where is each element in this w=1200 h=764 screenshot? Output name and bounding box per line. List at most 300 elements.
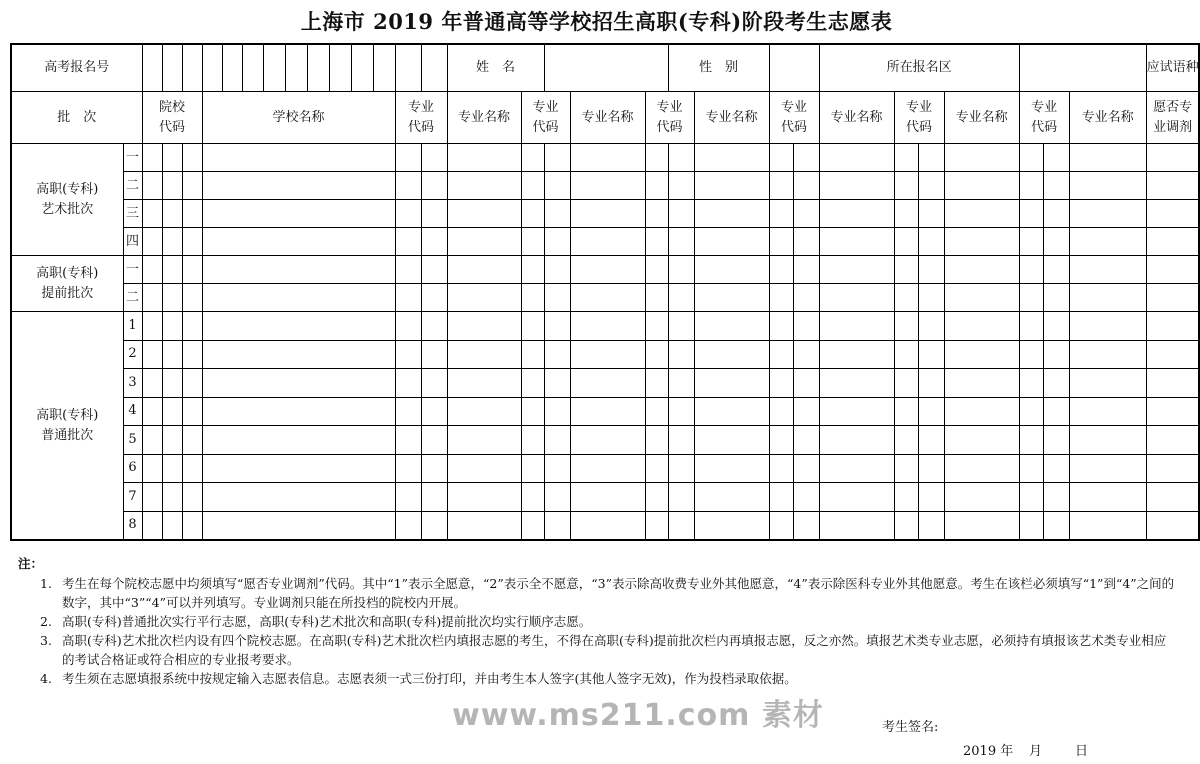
major-code-cell[interactable] (521, 369, 544, 398)
major-name-cell[interactable] (1069, 228, 1146, 256)
major-code-cell[interactable] (793, 144, 819, 172)
school-code-cell[interactable] (182, 483, 202, 512)
major-code-cell[interactable] (894, 284, 918, 312)
major-name-cell[interactable] (570, 172, 645, 200)
exam-number-digit-cell[interactable] (263, 44, 285, 92)
major-code-cell[interactable] (1043, 312, 1069, 341)
major-code-cell[interactable] (395, 200, 421, 228)
school-code-cell[interactable] (142, 369, 162, 398)
major-code-cell[interactable] (769, 172, 793, 200)
major-name-cell[interactable] (944, 144, 1019, 172)
major-code-cell[interactable] (544, 397, 570, 426)
school-name-cell[interactable] (202, 454, 395, 483)
major-code-cell[interactable] (645, 256, 668, 284)
school-code-cell[interactable] (142, 426, 162, 455)
major-name-cell[interactable] (1069, 511, 1146, 540)
major-name-cell[interactable] (447, 172, 521, 200)
major-name-cell[interactable] (944, 483, 1019, 512)
exam-number-digit-cell[interactable] (395, 44, 421, 92)
school-name-cell[interactable] (202, 397, 395, 426)
major-code-cell[interactable] (769, 426, 793, 455)
major-code-cell[interactable] (544, 200, 570, 228)
major-code-cell[interactable] (395, 426, 421, 455)
major-code-cell[interactable] (645, 200, 668, 228)
exam-number-digit-cell[interactable] (351, 44, 373, 92)
major-code-cell[interactable] (918, 284, 944, 312)
major-code-cell[interactable] (894, 426, 918, 455)
school-code-cell[interactable] (182, 369, 202, 398)
major-name-cell[interactable] (819, 256, 894, 284)
major-code-cell[interactable] (894, 200, 918, 228)
school-code-cell[interactable] (162, 228, 182, 256)
major-code-cell[interactable] (769, 483, 793, 512)
major-name-cell[interactable] (570, 454, 645, 483)
major-code-cell[interactable] (1019, 172, 1043, 200)
major-name-cell[interactable] (944, 340, 1019, 369)
major-code-cell[interactable] (421, 144, 447, 172)
major-code-cell[interactable] (793, 340, 819, 369)
major-code-cell[interactable] (769, 144, 793, 172)
major-code-cell[interactable] (1043, 340, 1069, 369)
major-code-cell[interactable] (918, 172, 944, 200)
major-code-cell[interactable] (421, 228, 447, 256)
major-name-cell[interactable] (694, 200, 769, 228)
major-code-cell[interactable] (645, 228, 668, 256)
major-name-cell[interactable] (570, 397, 645, 426)
major-code-cell[interactable] (421, 256, 447, 284)
major-name-cell[interactable] (694, 483, 769, 512)
exam-number-digit-cell[interactable] (142, 44, 162, 92)
major-code-cell[interactable] (544, 426, 570, 455)
major-name-cell[interactable] (819, 426, 894, 455)
major-name-cell[interactable] (1069, 483, 1146, 512)
major-code-cell[interactable] (918, 369, 944, 398)
major-name-cell[interactable] (447, 312, 521, 341)
major-name-cell[interactable] (944, 284, 1019, 312)
school-code-cell[interactable] (162, 256, 182, 284)
major-code-cell[interactable] (769, 511, 793, 540)
major-code-cell[interactable] (521, 340, 544, 369)
school-code-cell[interactable] (162, 426, 182, 455)
major-code-cell[interactable] (894, 312, 918, 341)
major-name-cell[interactable] (819, 284, 894, 312)
major-code-cell[interactable] (1019, 397, 1043, 426)
major-code-cell[interactable] (894, 228, 918, 256)
major-code-cell[interactable] (894, 454, 918, 483)
major-code-cell[interactable] (521, 312, 544, 341)
major-code-cell[interactable] (1043, 483, 1069, 512)
major-code-cell[interactable] (668, 340, 694, 369)
major-name-cell[interactable] (944, 454, 1019, 483)
adjust-cell[interactable] (1146, 228, 1199, 256)
major-code-cell[interactable] (645, 426, 668, 455)
major-code-cell[interactable] (918, 144, 944, 172)
major-code-cell[interactable] (521, 200, 544, 228)
major-name-cell[interactable] (447, 511, 521, 540)
exam-number-digit-cell[interactable] (329, 44, 351, 92)
major-code-cell[interactable] (521, 172, 544, 200)
major-code-cell[interactable] (1043, 426, 1069, 455)
major-name-cell[interactable] (944, 397, 1019, 426)
school-name-cell[interactable] (202, 511, 395, 540)
major-code-cell[interactable] (544, 340, 570, 369)
major-code-cell[interactable] (544, 454, 570, 483)
major-code-cell[interactable] (395, 454, 421, 483)
major-name-cell[interactable] (1069, 200, 1146, 228)
major-code-cell[interactable] (1043, 511, 1069, 540)
major-code-cell[interactable] (668, 312, 694, 341)
major-code-cell[interactable] (395, 256, 421, 284)
major-name-cell[interactable] (944, 256, 1019, 284)
major-code-cell[interactable] (668, 200, 694, 228)
school-code-cell[interactable] (142, 172, 162, 200)
major-code-cell[interactable] (1019, 483, 1043, 512)
major-code-cell[interactable] (544, 483, 570, 512)
major-name-cell[interactable] (1069, 369, 1146, 398)
school-name-cell[interactable] (202, 228, 395, 256)
major-code-cell[interactable] (793, 426, 819, 455)
major-code-cell[interactable] (1043, 172, 1069, 200)
major-code-cell[interactable] (544, 256, 570, 284)
major-code-cell[interactable] (793, 284, 819, 312)
major-code-cell[interactable] (1019, 426, 1043, 455)
major-code-cell[interactable] (894, 256, 918, 284)
school-code-cell[interactable] (182, 144, 202, 172)
major-name-cell[interactable] (447, 454, 521, 483)
school-code-cell[interactable] (142, 340, 162, 369)
school-code-cell[interactable] (162, 340, 182, 369)
major-code-cell[interactable] (521, 284, 544, 312)
school-code-cell[interactable] (162, 511, 182, 540)
exam-number-digit-cell[interactable] (222, 44, 242, 92)
major-name-cell[interactable] (1069, 426, 1146, 455)
major-code-cell[interactable] (793, 200, 819, 228)
major-code-cell[interactable] (521, 426, 544, 455)
major-code-cell[interactable] (668, 369, 694, 398)
adjust-cell[interactable] (1146, 144, 1199, 172)
major-name-cell[interactable] (694, 340, 769, 369)
major-name-cell[interactable] (944, 200, 1019, 228)
adjust-cell[interactable] (1146, 340, 1199, 369)
major-name-cell[interactable] (570, 369, 645, 398)
major-code-cell[interactable] (668, 172, 694, 200)
major-code-cell[interactable] (918, 397, 944, 426)
major-name-cell[interactable] (819, 369, 894, 398)
major-name-cell[interactable] (1069, 312, 1146, 341)
major-code-cell[interactable] (918, 340, 944, 369)
major-code-cell[interactable] (769, 312, 793, 341)
major-code-cell[interactable] (918, 228, 944, 256)
major-code-cell[interactable] (544, 312, 570, 341)
school-code-cell[interactable] (182, 200, 202, 228)
exam-number-digit-cell[interactable] (307, 44, 329, 92)
major-name-cell[interactable] (1069, 144, 1146, 172)
major-code-cell[interactable] (1019, 454, 1043, 483)
school-code-cell[interactable] (162, 172, 182, 200)
major-code-cell[interactable] (421, 312, 447, 341)
major-name-cell[interactable] (694, 256, 769, 284)
major-code-cell[interactable] (1019, 511, 1043, 540)
adjust-cell[interactable] (1146, 454, 1199, 483)
exam-number-digit-cell[interactable] (285, 44, 307, 92)
adjust-cell[interactable] (1146, 172, 1199, 200)
major-code-cell[interactable] (668, 483, 694, 512)
exam-number-digit-cell[interactable] (421, 44, 447, 92)
major-code-cell[interactable] (1019, 200, 1043, 228)
major-code-cell[interactable] (668, 426, 694, 455)
major-code-cell[interactable] (769, 200, 793, 228)
major-name-cell[interactable] (447, 340, 521, 369)
major-name-cell[interactable] (819, 483, 894, 512)
major-code-cell[interactable] (421, 369, 447, 398)
major-name-cell[interactable] (819, 200, 894, 228)
major-code-cell[interactable] (395, 172, 421, 200)
major-name-cell[interactable] (694, 144, 769, 172)
major-name-cell[interactable] (1069, 454, 1146, 483)
school-code-cell[interactable] (162, 369, 182, 398)
major-name-cell[interactable] (1069, 256, 1146, 284)
major-name-cell[interactable] (819, 511, 894, 540)
major-name-cell[interactable] (694, 228, 769, 256)
school-code-cell[interactable] (142, 256, 162, 284)
school-code-cell[interactable] (162, 454, 182, 483)
major-name-cell[interactable] (570, 511, 645, 540)
major-name-cell[interactable] (447, 256, 521, 284)
major-name-cell[interactable] (447, 426, 521, 455)
school-code-cell[interactable] (182, 172, 202, 200)
major-code-cell[interactable] (769, 284, 793, 312)
major-code-cell[interactable] (918, 200, 944, 228)
major-code-cell[interactable] (1019, 144, 1043, 172)
major-code-cell[interactable] (769, 256, 793, 284)
major-name-cell[interactable] (944, 426, 1019, 455)
school-code-cell[interactable] (182, 256, 202, 284)
major-code-cell[interactable] (918, 454, 944, 483)
school-code-cell[interactable] (182, 340, 202, 369)
major-code-cell[interactable] (894, 172, 918, 200)
district-input-cell[interactable] (1019, 44, 1146, 92)
school-code-cell[interactable] (182, 284, 202, 312)
major-code-cell[interactable] (668, 454, 694, 483)
major-code-cell[interactable] (793, 312, 819, 341)
major-code-cell[interactable] (1043, 397, 1069, 426)
major-code-cell[interactable] (645, 454, 668, 483)
major-name-cell[interactable] (570, 144, 645, 172)
school-name-cell[interactable] (202, 369, 395, 398)
adjust-cell[interactable] (1146, 256, 1199, 284)
major-code-cell[interactable] (544, 511, 570, 540)
major-code-cell[interactable] (668, 397, 694, 426)
major-code-cell[interactable] (793, 228, 819, 256)
major-code-cell[interactable] (421, 454, 447, 483)
major-code-cell[interactable] (1043, 256, 1069, 284)
adjust-cell[interactable] (1146, 369, 1199, 398)
school-code-cell[interactable] (142, 284, 162, 312)
major-name-cell[interactable] (447, 200, 521, 228)
major-code-cell[interactable] (645, 511, 668, 540)
major-name-cell[interactable] (694, 426, 769, 455)
major-code-cell[interactable] (421, 172, 447, 200)
major-code-cell[interactable] (521, 256, 544, 284)
major-name-cell[interactable] (447, 284, 521, 312)
school-code-cell[interactable] (162, 144, 182, 172)
school-code-cell[interactable] (182, 228, 202, 256)
major-name-cell[interactable] (1069, 340, 1146, 369)
major-name-cell[interactable] (694, 511, 769, 540)
major-code-cell[interactable] (521, 228, 544, 256)
school-code-cell[interactable] (162, 284, 182, 312)
major-name-cell[interactable] (944, 511, 1019, 540)
major-code-cell[interactable] (645, 340, 668, 369)
major-code-cell[interactable] (645, 144, 668, 172)
major-code-cell[interactable] (521, 483, 544, 512)
major-code-cell[interactable] (1019, 340, 1043, 369)
major-name-cell[interactable] (570, 284, 645, 312)
major-name-cell[interactable] (570, 426, 645, 455)
major-code-cell[interactable] (645, 172, 668, 200)
major-code-cell[interactable] (1019, 369, 1043, 398)
major-code-cell[interactable] (918, 511, 944, 540)
major-code-cell[interactable] (1019, 312, 1043, 341)
school-name-cell[interactable] (202, 172, 395, 200)
exam-number-digit-cell[interactable] (202, 44, 222, 92)
major-code-cell[interactable] (668, 228, 694, 256)
major-code-cell[interactable] (395, 483, 421, 512)
school-code-cell[interactable] (162, 312, 182, 341)
major-code-cell[interactable] (894, 511, 918, 540)
major-name-cell[interactable] (570, 312, 645, 341)
school-code-cell[interactable] (162, 483, 182, 512)
major-code-cell[interactable] (421, 397, 447, 426)
major-code-cell[interactable] (769, 340, 793, 369)
adjust-cell[interactable] (1146, 511, 1199, 540)
major-code-cell[interactable] (1043, 228, 1069, 256)
major-code-cell[interactable] (894, 369, 918, 398)
school-code-cell[interactable] (142, 483, 162, 512)
major-code-cell[interactable] (668, 256, 694, 284)
adjust-cell[interactable] (1146, 483, 1199, 512)
major-code-cell[interactable] (521, 454, 544, 483)
major-code-cell[interactable] (668, 511, 694, 540)
major-code-cell[interactable] (544, 172, 570, 200)
major-name-cell[interactable] (694, 454, 769, 483)
major-code-cell[interactable] (421, 483, 447, 512)
major-code-cell[interactable] (645, 483, 668, 512)
major-name-cell[interactable] (819, 312, 894, 341)
major-code-cell[interactable] (1019, 256, 1043, 284)
major-name-cell[interactable] (570, 340, 645, 369)
major-name-cell[interactable] (1069, 172, 1146, 200)
major-name-cell[interactable] (819, 340, 894, 369)
school-name-cell[interactable] (202, 256, 395, 284)
major-name-cell[interactable] (694, 397, 769, 426)
school-code-cell[interactable] (162, 397, 182, 426)
major-name-cell[interactable] (694, 284, 769, 312)
major-code-cell[interactable] (668, 284, 694, 312)
major-code-cell[interactable] (769, 454, 793, 483)
major-code-cell[interactable] (395, 312, 421, 341)
school-name-cell[interactable] (202, 312, 395, 341)
major-code-cell[interactable] (645, 369, 668, 398)
major-code-cell[interactable] (918, 483, 944, 512)
major-code-cell[interactable] (894, 144, 918, 172)
adjust-cell[interactable] (1146, 200, 1199, 228)
major-code-cell[interactable] (421, 426, 447, 455)
school-name-cell[interactable] (202, 284, 395, 312)
school-code-cell[interactable] (142, 144, 162, 172)
school-code-cell[interactable] (142, 200, 162, 228)
major-name-cell[interactable] (819, 172, 894, 200)
major-name-cell[interactable] (1069, 397, 1146, 426)
major-code-cell[interactable] (894, 483, 918, 512)
major-code-cell[interactable] (395, 340, 421, 369)
major-name-cell[interactable] (570, 228, 645, 256)
major-code-cell[interactable] (395, 144, 421, 172)
school-code-cell[interactable] (142, 228, 162, 256)
school-name-cell[interactable] (202, 144, 395, 172)
major-code-cell[interactable] (395, 369, 421, 398)
major-name-cell[interactable] (819, 144, 894, 172)
major-name-cell[interactable] (819, 228, 894, 256)
school-code-cell[interactable] (182, 426, 202, 455)
school-code-cell[interactable] (162, 200, 182, 228)
school-code-cell[interactable] (142, 511, 162, 540)
major-code-cell[interactable] (521, 397, 544, 426)
major-code-cell[interactable] (395, 284, 421, 312)
major-name-cell[interactable] (694, 172, 769, 200)
adjust-cell[interactable] (1146, 397, 1199, 426)
major-name-cell[interactable] (944, 172, 1019, 200)
major-name-cell[interactable] (694, 369, 769, 398)
major-code-cell[interactable] (793, 256, 819, 284)
exam-number-digit-cell[interactable] (182, 44, 202, 92)
major-code-cell[interactable] (1019, 228, 1043, 256)
major-code-cell[interactable] (421, 340, 447, 369)
adjust-cell[interactable] (1146, 312, 1199, 341)
major-code-cell[interactable] (1043, 144, 1069, 172)
school-code-cell[interactable] (182, 454, 202, 483)
major-code-cell[interactable] (395, 228, 421, 256)
major-code-cell[interactable] (544, 144, 570, 172)
major-code-cell[interactable] (668, 144, 694, 172)
major-code-cell[interactable] (793, 397, 819, 426)
major-name-cell[interactable] (944, 228, 1019, 256)
major-code-cell[interactable] (645, 284, 668, 312)
school-code-cell[interactable] (182, 511, 202, 540)
major-name-cell[interactable] (447, 144, 521, 172)
major-name-cell[interactable] (819, 397, 894, 426)
major-name-cell[interactable] (944, 312, 1019, 341)
major-name-cell[interactable] (570, 483, 645, 512)
major-code-cell[interactable] (645, 397, 668, 426)
major-code-cell[interactable] (769, 228, 793, 256)
major-name-cell[interactable] (447, 369, 521, 398)
school-code-cell[interactable] (182, 312, 202, 341)
major-code-cell[interactable] (793, 369, 819, 398)
major-code-cell[interactable] (918, 426, 944, 455)
major-code-cell[interactable] (894, 397, 918, 426)
major-code-cell[interactable] (395, 511, 421, 540)
major-name-cell[interactable] (447, 397, 521, 426)
major-name-cell[interactable] (694, 312, 769, 341)
school-name-cell[interactable] (202, 200, 395, 228)
exam-number-digit-cell[interactable] (242, 44, 263, 92)
major-code-cell[interactable] (645, 312, 668, 341)
major-code-cell[interactable] (544, 228, 570, 256)
major-code-cell[interactable] (793, 454, 819, 483)
major-code-cell[interactable] (793, 483, 819, 512)
major-code-cell[interactable] (918, 312, 944, 341)
